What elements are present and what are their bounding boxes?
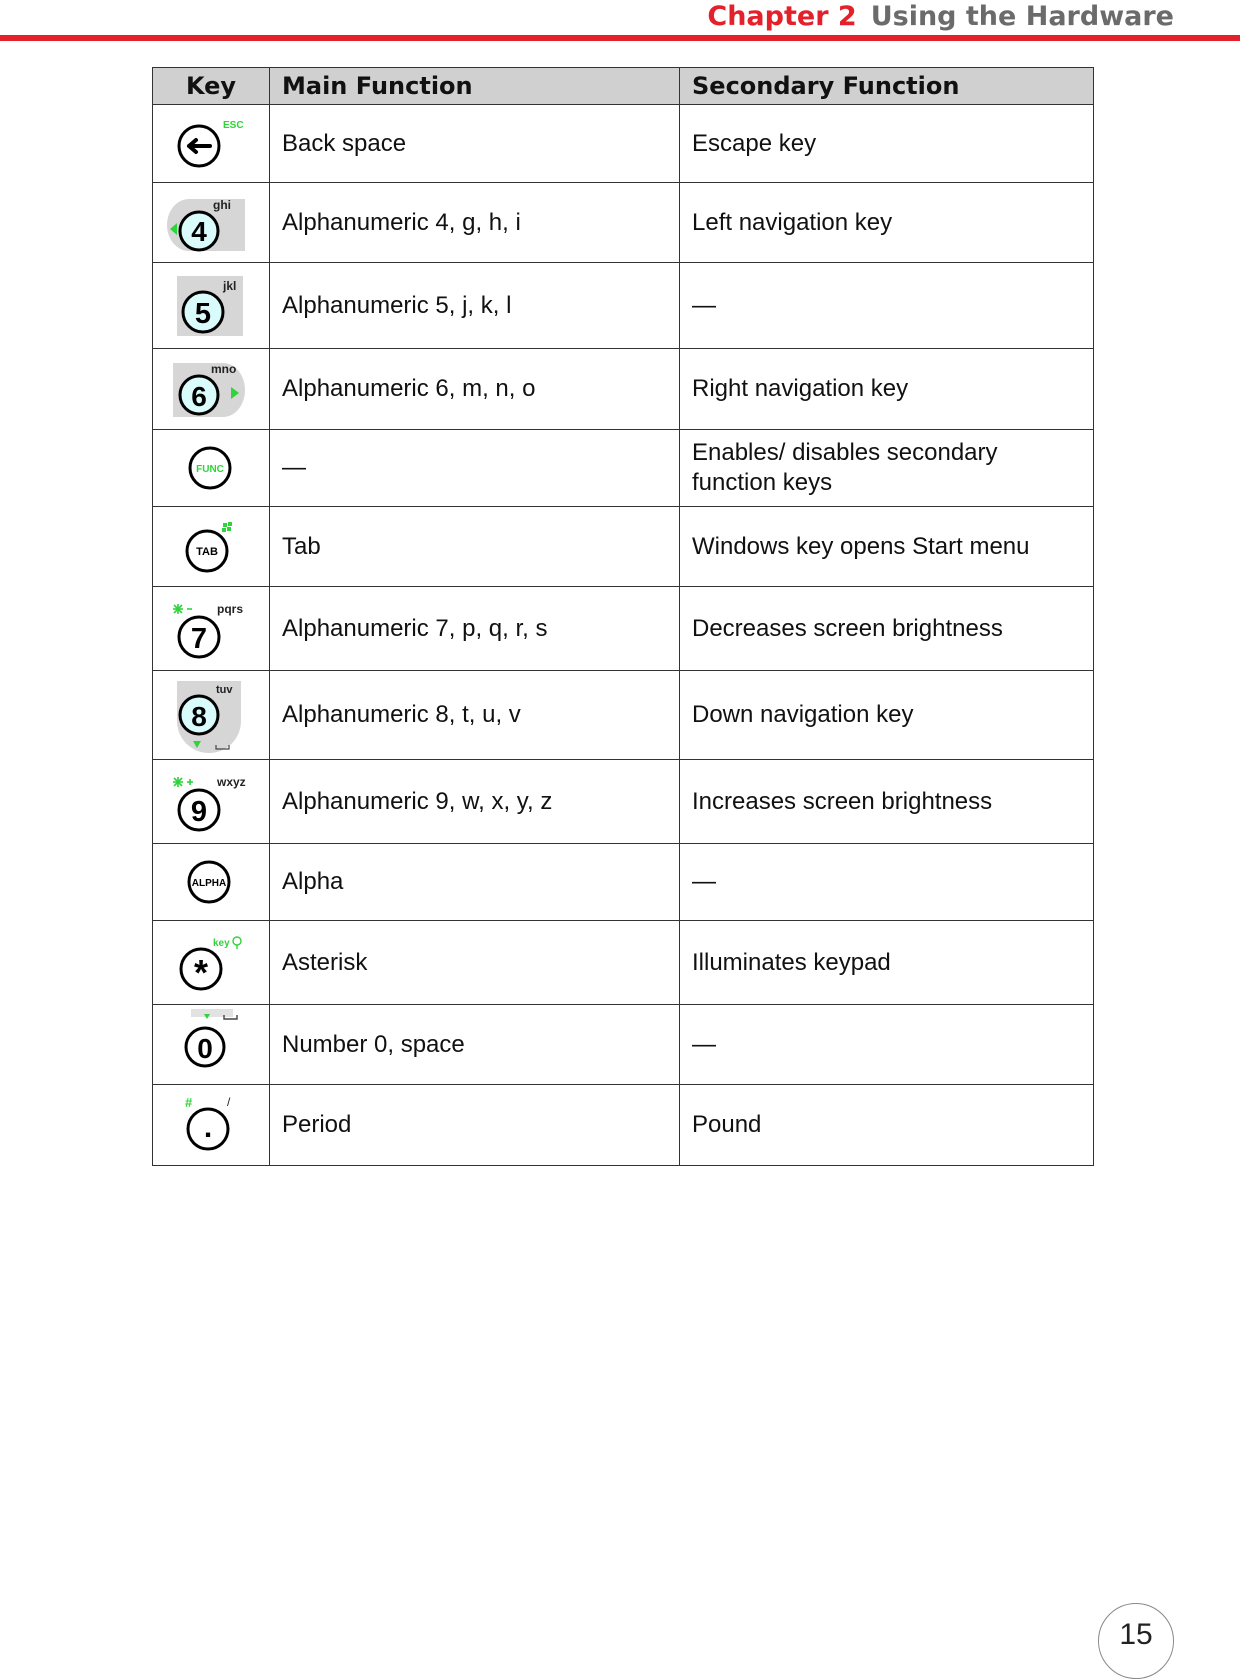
digit-0-label: 0 bbox=[197, 1032, 213, 1064]
table-row bbox=[153, 587, 1094, 671]
key-light-label: key bbox=[213, 937, 230, 949]
main-function-cell: Asterisk bbox=[270, 921, 680, 1005]
asterisk-key-icon bbox=[161, 925, 261, 1001]
alpha-label: ALPHA bbox=[191, 878, 227, 889]
main-function-cell: Alpha bbox=[270, 844, 680, 921]
secondary-function-cell: — bbox=[680, 263, 1094, 349]
secondary-function-cell: Enables/ disables secondary function keys bbox=[680, 430, 1094, 507]
backspace-esc-key-icon bbox=[161, 106, 261, 182]
period-key-icon bbox=[161, 1087, 261, 1163]
table-row bbox=[153, 430, 1094, 507]
digit-9-label: 9 bbox=[190, 795, 208, 828]
chapter-title: Using the Hardware bbox=[870, 1, 1174, 32]
tab-label: TAB bbox=[196, 545, 218, 558]
column-header-key: Key bbox=[153, 68, 270, 105]
key-cell bbox=[153, 507, 270, 587]
secondary-function-cell: Escape key bbox=[680, 105, 1094, 183]
main-function-cell: Period bbox=[270, 1085, 680, 1166]
table-row bbox=[153, 760, 1094, 844]
key-cell bbox=[153, 183, 270, 263]
key-5-jkl-icon bbox=[161, 268, 261, 344]
table-row bbox=[153, 1085, 1094, 1166]
key-function-table bbox=[152, 67, 1094, 1166]
main-function-cell: Number 0, space bbox=[270, 1005, 680, 1085]
table-row bbox=[153, 349, 1094, 430]
digit-6-label: 6 bbox=[191, 381, 207, 412]
table-row bbox=[153, 263, 1094, 349]
table-header-row bbox=[153, 68, 1094, 105]
main-function-cell: Alphanumeric 8, t, u, v bbox=[270, 671, 680, 760]
table-row bbox=[153, 844, 1094, 921]
windows-logo-icon bbox=[222, 522, 232, 532]
esc-label: ESC bbox=[223, 119, 244, 131]
key-cell bbox=[153, 760, 270, 844]
pound-label: # bbox=[185, 1095, 193, 1110]
alpha-key-icon bbox=[161, 844, 261, 920]
key-cell bbox=[153, 921, 270, 1005]
slash-label: / bbox=[227, 1095, 231, 1109]
table-row bbox=[153, 183, 1094, 263]
brightness-up-icon bbox=[173, 777, 193, 787]
main-function-cell: — bbox=[270, 430, 680, 507]
column-header-secondary-function: Secondary Function bbox=[680, 68, 1094, 105]
digit-7-label: 7 bbox=[190, 622, 208, 655]
brightness-down-icon bbox=[173, 604, 192, 614]
table-row bbox=[153, 671, 1094, 760]
table-row bbox=[153, 507, 1094, 587]
key-cell bbox=[153, 844, 270, 921]
key-9-wxyz-icon bbox=[161, 764, 261, 840]
main-function-cell: Alphanumeric 9, w, x, y, z bbox=[270, 760, 680, 844]
key-cell bbox=[153, 105, 270, 183]
key-cell bbox=[153, 263, 270, 349]
table-row bbox=[153, 921, 1094, 1005]
chapter-label: Chapter 2 bbox=[707, 1, 857, 32]
main-function-cell: Alphanumeric 7, p, q, r, s bbox=[270, 587, 680, 671]
secondary-function-cell: Decreases screen brightness bbox=[680, 587, 1094, 671]
table-row bbox=[153, 1005, 1094, 1085]
ghi-label: ghi bbox=[213, 197, 231, 212]
secondary-function-cell: Down navigation key bbox=[680, 671, 1094, 760]
secondary-function-cell: — bbox=[680, 844, 1094, 921]
key-cell bbox=[153, 349, 270, 430]
table-row bbox=[153, 105, 1094, 183]
secondary-function-cell: Pound bbox=[680, 1085, 1094, 1166]
key-4-ghi-icon bbox=[161, 185, 261, 261]
secondary-function-cell: — bbox=[680, 1005, 1094, 1085]
period-label: . bbox=[203, 1111, 213, 1144]
jkl-label: jkl bbox=[223, 278, 237, 293]
digit-8-label: 8 bbox=[191, 701, 207, 732]
key-6-mno-icon bbox=[161, 351, 261, 427]
key-cell bbox=[153, 671, 270, 760]
page-number: 15 bbox=[1098, 1603, 1174, 1679]
header-rule bbox=[0, 35, 1240, 41]
secondary-function-cell: Illuminates keypad bbox=[680, 921, 1094, 1005]
secondary-function-cell: Windows key opens Start menu bbox=[680, 507, 1094, 587]
asterisk-label: * bbox=[193, 951, 209, 993]
main-function-cell: Alphanumeric 4, g, h, i bbox=[270, 183, 680, 263]
secondary-function-cell: Right navigation key bbox=[680, 349, 1094, 430]
page-header bbox=[707, 0, 1174, 30]
column-header-main-function: Main Function bbox=[270, 68, 680, 105]
key-cell bbox=[153, 1005, 270, 1085]
main-function-cell: Tab bbox=[270, 507, 680, 587]
key-cell bbox=[153, 1085, 270, 1166]
key-7-pqrs-icon bbox=[161, 591, 261, 667]
mno-label: mno bbox=[211, 362, 237, 376]
secondary-function-cell: Left navigation key bbox=[680, 183, 1094, 263]
func-label: FUNC bbox=[196, 464, 224, 475]
key-cell bbox=[153, 430, 270, 507]
lightbulb-icon bbox=[233, 937, 241, 949]
func-key-icon bbox=[161, 430, 261, 506]
key-cell bbox=[153, 587, 270, 671]
digit-5-label: 5 bbox=[194, 297, 212, 330]
tab-key-icon bbox=[161, 509, 261, 585]
tuv-label: tuv bbox=[216, 684, 233, 696]
wxyz-label: wxyz bbox=[217, 774, 246, 789]
pqrs-label: pqrs bbox=[217, 601, 244, 616]
key-8-tuv-icon bbox=[161, 677, 261, 753]
digit-4-label: 4 bbox=[191, 215, 207, 247]
main-function-cell: Back space bbox=[270, 105, 680, 183]
secondary-function-cell: Increases screen brightness bbox=[680, 760, 1094, 844]
key-0-space-icon bbox=[161, 1007, 261, 1083]
main-function-cell: Alphanumeric 5, j, k, l bbox=[270, 263, 680, 349]
main-function-cell: Alphanumeric 6, m, n, o bbox=[270, 349, 680, 430]
